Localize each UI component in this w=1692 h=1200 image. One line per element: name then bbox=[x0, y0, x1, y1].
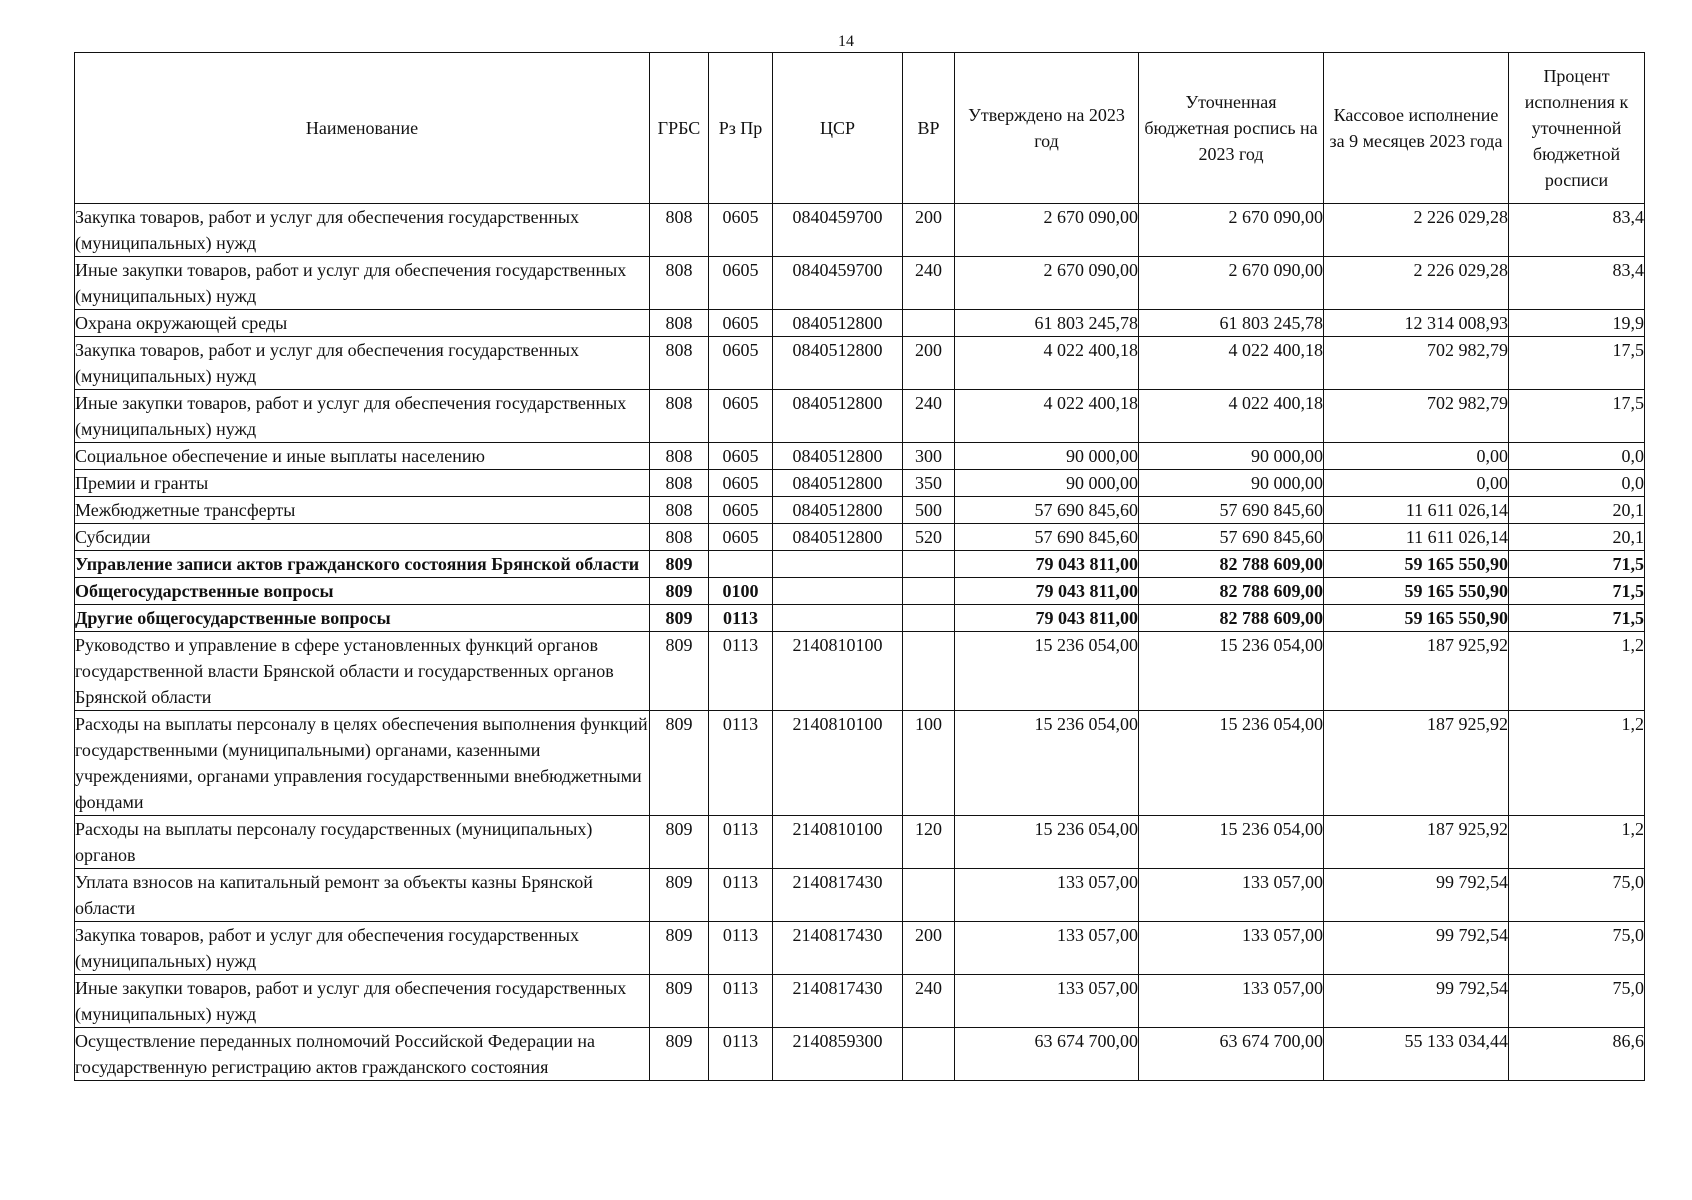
table-row bbox=[75, 337, 1645, 390]
cell-approved: 15 236 054,00 bbox=[955, 816, 1139, 869]
cell-approved: 57 690 845,60 bbox=[955, 497, 1139, 524]
table-row bbox=[75, 257, 1645, 310]
cell-vr: 200 bbox=[903, 337, 955, 390]
cell-grbs: 808 bbox=[650, 390, 709, 443]
cell-cash-execution: 59 165 550,90 bbox=[1324, 605, 1509, 632]
table-row bbox=[75, 605, 1645, 632]
cell-refined: 82 788 609,00 bbox=[1139, 551, 1324, 578]
cell-grbs: 809 bbox=[650, 816, 709, 869]
table-row bbox=[75, 1028, 1645, 1081]
cell-cash-execution: 99 792,54 bbox=[1324, 922, 1509, 975]
cell-rz-pr: 0113 bbox=[709, 632, 773, 711]
cell-cash-execution: 99 792,54 bbox=[1324, 869, 1509, 922]
cell-csr: 0840512800 bbox=[773, 390, 903, 443]
cell-refined: 61 803 245,78 bbox=[1139, 310, 1324, 337]
cell-name: Межбюджетные трансферты bbox=[75, 497, 650, 524]
cell-grbs: 809 bbox=[650, 869, 709, 922]
table-row bbox=[75, 204, 1645, 257]
cell-name: Расходы на выплаты персоналу государственных (муниципальных) органов bbox=[75, 816, 650, 869]
cell-cash-execution: 702 982,79 bbox=[1324, 390, 1509, 443]
cell-refined: 82 788 609,00 bbox=[1139, 605, 1324, 632]
cell-cash-execution: 702 982,79 bbox=[1324, 337, 1509, 390]
cell-cash-execution: 2 226 029,28 bbox=[1324, 257, 1509, 310]
cell-cash-execution: 55 133 034,44 bbox=[1324, 1028, 1509, 1081]
table-row bbox=[75, 310, 1645, 337]
cell-percent: 19,9 bbox=[1509, 310, 1645, 337]
cell-csr: 0840512800 bbox=[773, 497, 903, 524]
cell-cash-execution: 59 165 550,90 bbox=[1324, 578, 1509, 605]
cell-grbs: 808 bbox=[650, 470, 709, 497]
cell-rz-pr: 0605 bbox=[709, 497, 773, 524]
cell-csr: 2140810100 bbox=[773, 816, 903, 869]
cell-approved: 15 236 054,00 bbox=[955, 632, 1139, 711]
table-row bbox=[75, 975, 1645, 1028]
cell-refined: 133 057,00 bbox=[1139, 975, 1324, 1028]
cell-percent: 0,0 bbox=[1509, 470, 1645, 497]
header-refined: Уточненная бюджетная роспись на 2023 год bbox=[1139, 53, 1324, 204]
header-grbs: ГРБС bbox=[650, 53, 709, 204]
cell-grbs: 808 bbox=[650, 337, 709, 390]
cell-name: Иные закупки товаров, работ и услуг для обеспечения государственных (муниципальных) нужд bbox=[75, 257, 650, 310]
cell-vr: 100 bbox=[903, 711, 955, 816]
cell-name: Руководство и управление в сфере установленных функций органов государственной власти Брянской области и государственных органов Брянской области bbox=[75, 632, 650, 711]
cell-cash-execution: 187 925,92 bbox=[1324, 816, 1509, 869]
cell-name: Иные закупки товаров, работ и услуг для обеспечения государственных (муниципальных) нужд bbox=[75, 975, 650, 1028]
cell-csr bbox=[773, 551, 903, 578]
cell-rz-pr: 0100 bbox=[709, 578, 773, 605]
cell-percent: 86,6 bbox=[1509, 1028, 1645, 1081]
cell-name: Социальное обеспечение и иные выплаты населению bbox=[75, 443, 650, 470]
cell-name: Уплата взносов на капитальный ремонт за объекты казны Брянской области bbox=[75, 869, 650, 922]
cell-grbs: 808 bbox=[650, 497, 709, 524]
cell-rz-pr: 0605 bbox=[709, 257, 773, 310]
cell-refined: 90 000,00 bbox=[1139, 443, 1324, 470]
header-rz-pr: Рз Пр bbox=[709, 53, 773, 204]
cell-vr: 350 bbox=[903, 470, 955, 497]
cell-approved: 15 236 054,00 bbox=[955, 711, 1139, 816]
cell-approved: 133 057,00 bbox=[955, 869, 1139, 922]
cell-csr: 0840512800 bbox=[773, 443, 903, 470]
table-header bbox=[75, 53, 1645, 204]
cell-vr bbox=[903, 869, 955, 922]
table-row bbox=[75, 869, 1645, 922]
cell-name: Закупка товаров, работ и услуг для обеспечения государственных (муниципальных) нужд bbox=[75, 337, 650, 390]
cell-rz-pr: 0113 bbox=[709, 711, 773, 816]
cell-percent: 1,2 bbox=[1509, 816, 1645, 869]
cell-csr: 0840512800 bbox=[773, 470, 903, 497]
cell-name: Закупка товаров, работ и услуг для обеспечения государственных (муниципальных) нужд bbox=[75, 922, 650, 975]
cell-csr: 0840512800 bbox=[773, 524, 903, 551]
cell-name: Управление записи актов гражданского состояния Брянской области bbox=[75, 551, 650, 578]
header-approved: Утверждено на 2023 год bbox=[955, 53, 1139, 204]
cell-percent: 75,0 bbox=[1509, 869, 1645, 922]
table-row bbox=[75, 551, 1645, 578]
cell-percent: 17,5 bbox=[1509, 337, 1645, 390]
header-vr: ВР bbox=[903, 53, 955, 204]
cell-approved: 2 670 090,00 bbox=[955, 204, 1139, 257]
table-row bbox=[75, 470, 1645, 497]
cell-percent: 71,5 bbox=[1509, 578, 1645, 605]
cell-rz-pr: 0605 bbox=[709, 204, 773, 257]
cell-grbs: 809 bbox=[650, 578, 709, 605]
cell-grbs: 808 bbox=[650, 310, 709, 337]
cell-grbs: 809 bbox=[650, 975, 709, 1028]
cell-csr: 0840459700 bbox=[773, 257, 903, 310]
cell-refined: 63 674 700,00 bbox=[1139, 1028, 1324, 1081]
cell-rz-pr: 0113 bbox=[709, 922, 773, 975]
table-row bbox=[75, 816, 1645, 869]
cell-approved: 57 690 845,60 bbox=[955, 524, 1139, 551]
cell-name: Премии и гранты bbox=[75, 470, 650, 497]
table-row bbox=[75, 578, 1645, 605]
cell-refined: 2 670 090,00 bbox=[1139, 204, 1324, 257]
cell-cash-execution: 0,00 bbox=[1324, 443, 1509, 470]
cell-vr: 520 bbox=[903, 524, 955, 551]
cell-csr bbox=[773, 605, 903, 632]
cell-rz-pr: 0605 bbox=[709, 310, 773, 337]
cell-cash-execution: 187 925,92 bbox=[1324, 632, 1509, 711]
header-cash-execution: Кассовое исполнение за 9 месяцев 2023 года bbox=[1324, 53, 1509, 204]
cell-csr: 0840512800 bbox=[773, 310, 903, 337]
cell-percent: 1,2 bbox=[1509, 632, 1645, 711]
cell-percent: 20,1 bbox=[1509, 497, 1645, 524]
cell-cash-execution: 11 611 026,14 bbox=[1324, 497, 1509, 524]
cell-vr: 240 bbox=[903, 975, 955, 1028]
cell-approved: 79 043 811,00 bbox=[955, 578, 1139, 605]
cell-rz-pr: 0113 bbox=[709, 605, 773, 632]
cell-refined: 15 236 054,00 bbox=[1139, 711, 1324, 816]
cell-percent: 1,2 bbox=[1509, 711, 1645, 816]
cell-refined: 2 670 090,00 bbox=[1139, 257, 1324, 310]
cell-approved: 79 043 811,00 bbox=[955, 551, 1139, 578]
cell-percent: 17,5 bbox=[1509, 390, 1645, 443]
cell-vr bbox=[903, 310, 955, 337]
cell-refined: 4 022 400,18 bbox=[1139, 337, 1324, 390]
cell-rz-pr: 0113 bbox=[709, 975, 773, 1028]
cell-vr bbox=[903, 578, 955, 605]
cell-refined: 57 690 845,60 bbox=[1139, 497, 1324, 524]
cell-name: Иные закупки товаров, работ и услуг для обеспечения государственных (муниципальных) нужд bbox=[75, 390, 650, 443]
cell-rz-pr: 0113 bbox=[709, 1028, 773, 1081]
cell-vr bbox=[903, 632, 955, 711]
cell-csr: 2140810100 bbox=[773, 711, 903, 816]
cell-approved: 133 057,00 bbox=[955, 922, 1139, 975]
cell-percent: 0,0 bbox=[1509, 443, 1645, 470]
cell-csr: 2140817430 bbox=[773, 922, 903, 975]
cell-vr: 120 bbox=[903, 816, 955, 869]
cell-refined: 90 000,00 bbox=[1139, 470, 1324, 497]
cell-name: Закупка товаров, работ и услуг для обеспечения государственных (муниципальных) нужд bbox=[75, 204, 650, 257]
cell-cash-execution: 11 611 026,14 bbox=[1324, 524, 1509, 551]
cell-grbs: 809 bbox=[650, 551, 709, 578]
cell-csr: 2140817430 bbox=[773, 869, 903, 922]
cell-rz-pr: 0605 bbox=[709, 443, 773, 470]
cell-vr bbox=[903, 551, 955, 578]
cell-approved: 63 674 700,00 bbox=[955, 1028, 1139, 1081]
page-number: 14 bbox=[838, 33, 854, 50]
cell-percent: 71,5 bbox=[1509, 551, 1645, 578]
cell-cash-execution: 187 925,92 bbox=[1324, 711, 1509, 816]
cell-csr: 2140859300 bbox=[773, 1028, 903, 1081]
table-body bbox=[75, 204, 1645, 1081]
cell-refined: 15 236 054,00 bbox=[1139, 632, 1324, 711]
cell-name: Другие общегосударственные вопросы bbox=[75, 605, 650, 632]
cell-approved: 79 043 811,00 bbox=[955, 605, 1139, 632]
header-percent: Процент исполнения к уточненной бюджетной росписи bbox=[1509, 53, 1645, 204]
cell-name: Расходы на выплаты персоналу в целях обеспечения выполнения функций государственными (муниципальными) органами, казенными учреждениями, органами управления государственными внебюджетными фондами bbox=[75, 711, 650, 816]
cell-vr bbox=[903, 605, 955, 632]
table-row bbox=[75, 390, 1645, 443]
cell-refined: 15 236 054,00 bbox=[1139, 816, 1324, 869]
cell-approved: 4 022 400,18 bbox=[955, 390, 1139, 443]
table-row bbox=[75, 524, 1645, 551]
cell-refined: 133 057,00 bbox=[1139, 869, 1324, 922]
cell-csr: 0840512800 bbox=[773, 337, 903, 390]
cell-csr: 2140817430 bbox=[773, 975, 903, 1028]
cell-vr: 500 bbox=[903, 497, 955, 524]
cell-rz-pr bbox=[709, 551, 773, 578]
cell-cash-execution: 12 314 008,93 bbox=[1324, 310, 1509, 337]
cell-grbs: 808 bbox=[650, 257, 709, 310]
cell-name: Охрана окружающей среды bbox=[75, 310, 650, 337]
cell-grbs: 808 bbox=[650, 443, 709, 470]
cell-vr: 240 bbox=[903, 390, 955, 443]
cell-rz-pr: 0605 bbox=[709, 470, 773, 497]
cell-percent: 83,4 bbox=[1509, 257, 1645, 310]
table-row bbox=[75, 632, 1645, 711]
cell-vr bbox=[903, 1028, 955, 1081]
cell-rz-pr: 0605 bbox=[709, 390, 773, 443]
cell-approved: 4 022 400,18 bbox=[955, 337, 1139, 390]
cell-approved: 61 803 245,78 bbox=[955, 310, 1139, 337]
cell-rz-pr: 0113 bbox=[709, 816, 773, 869]
budget-table bbox=[74, 52, 1645, 1081]
cell-vr: 200 bbox=[903, 922, 955, 975]
cell-grbs: 808 bbox=[650, 524, 709, 551]
cell-percent: 20,1 bbox=[1509, 524, 1645, 551]
cell-rz-pr: 0605 bbox=[709, 337, 773, 390]
cell-csr: 2140810100 bbox=[773, 632, 903, 711]
cell-grbs: 809 bbox=[650, 605, 709, 632]
cell-grbs: 809 bbox=[650, 922, 709, 975]
cell-percent: 71,5 bbox=[1509, 605, 1645, 632]
header-name: Наименование bbox=[75, 53, 650, 204]
table-row bbox=[75, 497, 1645, 524]
cell-rz-pr: 0605 bbox=[709, 524, 773, 551]
table-row bbox=[75, 711, 1645, 816]
table-row bbox=[75, 443, 1645, 470]
cell-name: Осуществление переданных полномочий Российской Федерации на государственную регистрацию актов гражданского состояния bbox=[75, 1028, 650, 1081]
cell-approved: 90 000,00 bbox=[955, 470, 1139, 497]
cell-grbs: 809 bbox=[650, 632, 709, 711]
cell-refined: 4 022 400,18 bbox=[1139, 390, 1324, 443]
cell-cash-execution: 0,00 bbox=[1324, 470, 1509, 497]
cell-name: Общегосударственные вопросы bbox=[75, 578, 650, 605]
cell-cash-execution: 59 165 550,90 bbox=[1324, 551, 1509, 578]
cell-approved: 2 670 090,00 bbox=[955, 257, 1139, 310]
cell-grbs: 809 bbox=[650, 1028, 709, 1081]
cell-csr bbox=[773, 578, 903, 605]
cell-rz-pr: 0113 bbox=[709, 869, 773, 922]
cell-refined: 133 057,00 bbox=[1139, 922, 1324, 975]
cell-grbs: 808 bbox=[650, 204, 709, 257]
cell-percent: 83,4 bbox=[1509, 204, 1645, 257]
cell-percent: 75,0 bbox=[1509, 922, 1645, 975]
cell-refined: 82 788 609,00 bbox=[1139, 578, 1324, 605]
header-csr: ЦСР bbox=[773, 53, 903, 204]
cell-refined: 57 690 845,60 bbox=[1139, 524, 1324, 551]
table-row bbox=[75, 922, 1645, 975]
cell-vr: 200 bbox=[903, 204, 955, 257]
cell-csr: 0840459700 bbox=[773, 204, 903, 257]
cell-vr: 240 bbox=[903, 257, 955, 310]
cell-grbs: 809 bbox=[650, 711, 709, 816]
cell-approved: 90 000,00 bbox=[955, 443, 1139, 470]
cell-cash-execution: 99 792,54 bbox=[1324, 975, 1509, 1028]
cell-approved: 133 057,00 bbox=[955, 975, 1139, 1028]
cell-name: Субсидии bbox=[75, 524, 650, 551]
cell-vr: 300 bbox=[903, 443, 955, 470]
cell-cash-execution: 2 226 029,28 bbox=[1324, 204, 1509, 257]
cell-percent: 75,0 bbox=[1509, 975, 1645, 1028]
